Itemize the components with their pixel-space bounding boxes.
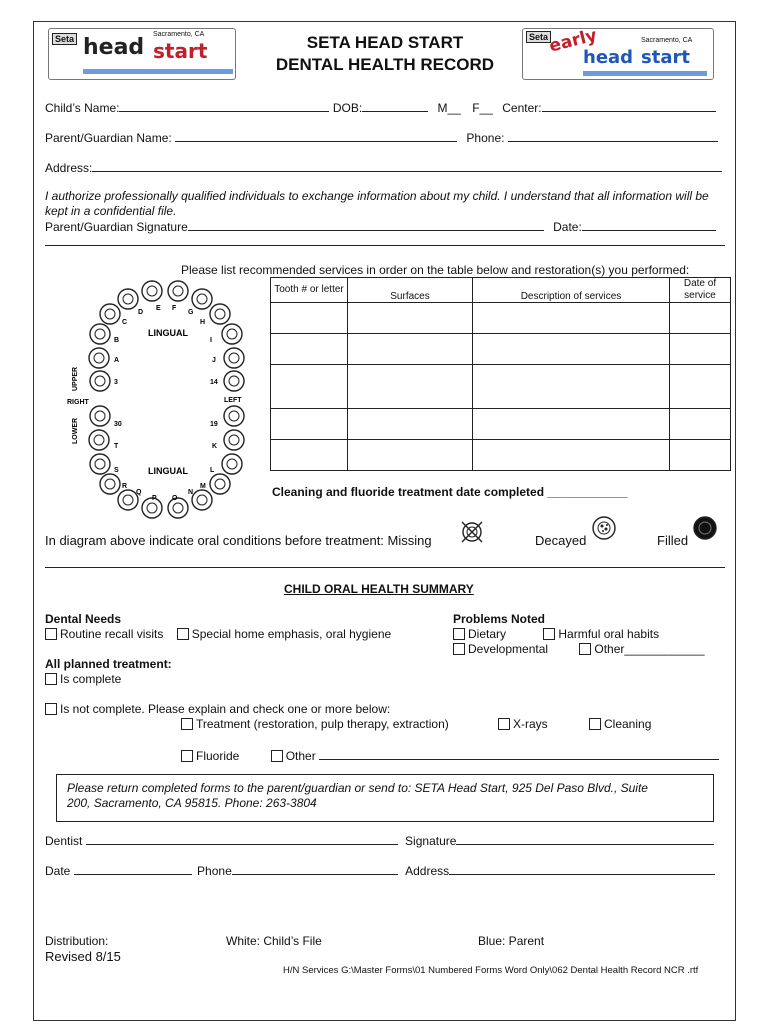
tooth-label: B <box>114 337 120 344</box>
center-label: Center: <box>502 101 542 115</box>
tooth[interactable] <box>224 406 244 426</box>
problems-noted-heading: Problems Noted <box>453 612 546 626</box>
tooth[interactable] <box>222 454 242 474</box>
tooth-inner <box>95 459 105 469</box>
routine-checkbox[interactable] <box>45 628 57 640</box>
return-line-1: Please return completed forms to the parent/guardian or send to: SETA Head Start, 925 Del Paso Blvd., Suite <box>67 781 648 795</box>
footer-date-label: Date <box>45 864 71 878</box>
signature-row <box>45 218 716 234</box>
white-copy-label: White: Child’s File <box>226 934 322 948</box>
left-label: LEFT <box>224 397 242 404</box>
tooth[interactable] <box>89 430 109 450</box>
distribution-label: Distribution: <box>45 934 109 948</box>
tooth[interactable] <box>222 324 242 344</box>
tooth-inner <box>95 411 105 421</box>
filled-label: Filled <box>657 533 689 548</box>
footer-address-field[interactable] <box>449 862 715 875</box>
special-checkbox[interactable] <box>177 628 189 640</box>
services-instruction: Please list recommended services in order on the table below and restoration(s) you performed: <box>181 263 690 277</box>
cleaning-checkbox[interactable] <box>589 718 601 730</box>
dentist-signature-label: Signature <box>405 834 457 848</box>
center-field[interactable] <box>542 99 716 112</box>
tooth-inner <box>197 495 207 505</box>
tooth-label: F <box>172 305 177 312</box>
not-complete-checkbox[interactable] <box>45 703 57 715</box>
logo-word-early: early <box>547 25 599 57</box>
child-name-label: Child’s Name: <box>45 101 120 115</box>
complete-label: Is complete <box>60 672 122 686</box>
tooth-inner <box>105 479 115 489</box>
return-line-2: 200, Sacramento, CA 95815. Phone: 263-3804 <box>67 796 317 810</box>
treatment-options-row <box>181 717 449 731</box>
tooth-inner <box>95 376 105 386</box>
tooth-label: M <box>200 483 206 490</box>
tooth-inner <box>123 294 133 304</box>
footer-phone-field[interactable] <box>232 862 398 875</box>
seta-badge: Seta <box>52 33 77 45</box>
file-path: H/N Services G:\Master Forms\01 Numbered Forms Word Only\062 Dental Health Record NCR .rtf <box>283 965 699 976</box>
upper-label: UPPER <box>72 366 79 391</box>
lingual-bottom-label: LINGUAL <box>148 466 188 476</box>
decayed-label: Decayed <box>535 533 587 548</box>
footer-date-field[interactable] <box>74 862 192 875</box>
address-field[interactable] <box>92 159 722 172</box>
tooth-inner <box>229 376 239 386</box>
fluoride-label: Fluoride <box>196 749 240 763</box>
phone-field[interactable] <box>508 129 718 142</box>
tooth[interactable] <box>224 371 244 391</box>
tooth[interactable] <box>90 406 110 426</box>
dental-needs-options <box>45 627 391 641</box>
tooth[interactable] <box>100 304 120 324</box>
tooth-label: 30 <box>114 421 122 428</box>
tooth[interactable] <box>210 474 230 494</box>
dentist-signature-field[interactable] <box>456 832 714 845</box>
tooth-inner <box>229 411 239 421</box>
is-complete-row <box>45 672 121 686</box>
table-row[interactable] <box>271 365 731 409</box>
address-label: Address: <box>45 161 93 175</box>
revised-date: Revised 8/15 <box>45 949 121 964</box>
logo-word-start: start <box>153 39 208 63</box>
treatment-checkbox[interactable] <box>181 718 193 730</box>
teeth-diagram <box>62 276 262 531</box>
parent-name-field[interactable] <box>175 129 457 142</box>
treatment-label: Treatment (restoration, pulp therapy, extraction) <box>196 717 449 731</box>
tooth-label: I <box>210 337 212 344</box>
divider <box>45 567 725 568</box>
col-description: Description of services <box>473 278 670 303</box>
not-complete-label: Is not complete. Please explain and check one or more below: <box>60 702 391 716</box>
routine-label: Routine recall visits <box>60 627 164 641</box>
filled-tooth-icon <box>692 515 718 541</box>
cleaning-fluoride-label[interactable]: Cleaning and fluoride treatment date completed ____________ <box>272 485 628 499</box>
harmful-label: Harmful oral habits <box>558 627 660 641</box>
early-head-start-logo <box>522 25 714 80</box>
signature-date-label: Date: <box>553 220 582 234</box>
tooth-inner <box>147 286 157 296</box>
page-title <box>260 32 510 76</box>
tooth-inner <box>229 435 239 445</box>
right-label: RIGHT <box>67 399 89 406</box>
not-complete-row <box>45 702 390 716</box>
problems-row-2 <box>453 642 705 656</box>
other-checkbox[interactable] <box>271 750 283 762</box>
tooth-label: O <box>172 495 178 502</box>
tooth-label: A <box>114 357 120 364</box>
tooth[interactable] <box>90 324 110 344</box>
head-start-logo-left <box>48 28 236 80</box>
conditions-row <box>45 533 432 548</box>
lingual-top-label: LINGUAL <box>148 328 188 338</box>
tooth-label: 19 <box>210 421 218 428</box>
missing-tooth-icon <box>460 520 484 544</box>
decayed-tooth-icon <box>591 515 617 541</box>
tooth-inner <box>227 329 237 339</box>
tooth-inner <box>95 329 105 339</box>
tooth-inner <box>215 309 225 319</box>
tooth-label: K <box>212 443 218 450</box>
conditions-text: In diagram above indicate oral conditions before treatment: <box>45 533 384 548</box>
table-row[interactable] <box>271 409 731 440</box>
tooth-label: C <box>122 319 128 326</box>
tooth-label: L <box>210 467 215 474</box>
dentist-row <box>45 832 714 848</box>
blue-copy-label: Blue: Parent <box>478 934 545 948</box>
tooth[interactable] <box>118 289 138 309</box>
title-line-2: DENTAL HEALTH RECORD <box>275 55 495 74</box>
tooth[interactable] <box>168 498 188 518</box>
logo-word-start: start <box>641 47 690 68</box>
tooth[interactable] <box>192 490 212 510</box>
logo-word-head: head <box>583 47 634 68</box>
tooth[interactable] <box>90 454 110 474</box>
tooth-label: H <box>200 319 206 326</box>
table-row[interactable] <box>271 334 731 365</box>
dietary-label: Dietary <box>468 627 507 641</box>
tooth-label: J <box>212 357 216 364</box>
cleaning-label: Cleaning <box>604 717 652 731</box>
return-instructions <box>56 774 714 822</box>
tooth[interactable] <box>224 430 244 450</box>
tooth-inner <box>173 503 183 513</box>
teeth-group <box>89 281 244 518</box>
guardian-signature-label: Parent/Guardian Signature <box>45 220 188 234</box>
tooth-label: S <box>114 467 119 474</box>
footer-address-label: Address <box>405 864 450 878</box>
date-phone-address-row <box>45 862 715 878</box>
tooth-label: Q <box>136 489 142 496</box>
seta-badge: Seta <box>526 31 551 43</box>
other-label: Other <box>285 749 316 763</box>
authorization-text: I authorize professionally qualified individuals to exchange information about my child. I understand that all information will be kept in a confidential file. <box>45 189 709 218</box>
developmental-checkbox[interactable] <box>453 643 465 655</box>
footer-phone-label: Phone <box>197 864 232 878</box>
tooth-label: P <box>152 495 157 502</box>
tooth-inner <box>173 286 183 296</box>
xrays-option <box>498 717 548 731</box>
tooth[interactable] <box>168 281 188 301</box>
harmful-checkbox[interactable] <box>543 628 555 640</box>
tooth-label: G <box>188 309 194 316</box>
other-problem-label: Other____________ <box>594 642 705 656</box>
parent-info-row <box>45 129 718 145</box>
tooth-inner <box>123 495 133 505</box>
tooth-inner <box>229 353 239 363</box>
developmental-label: Developmental <box>468 642 549 656</box>
logo-location: Sacramento, CA <box>641 37 693 44</box>
tooth[interactable] <box>100 474 120 494</box>
other-problem-checkbox[interactable] <box>579 643 591 655</box>
complete-checkbox[interactable] <box>45 673 57 685</box>
xrays-checkbox[interactable] <box>498 718 510 730</box>
tooth-label: R <box>122 483 128 490</box>
services-table <box>270 277 731 471</box>
tooth-inner <box>215 479 225 489</box>
tooth-label: 14 <box>210 379 218 386</box>
col-tooth: Tooth # or letter <box>271 278 348 303</box>
tooth-inner <box>197 294 207 304</box>
tooth-inner <box>105 309 115 319</box>
tooth-inner <box>94 353 104 363</box>
missing-label: Missing <box>387 533 432 548</box>
title-line-1: SETA HEAD START <box>306 33 464 52</box>
cleaning-option <box>589 717 651 731</box>
dental-needs-heading: Dental Needs <box>45 612 122 626</box>
tooth[interactable] <box>142 281 162 301</box>
address-row <box>45 159 722 175</box>
tooth-inner <box>94 435 104 445</box>
dob-field[interactable] <box>362 99 428 112</box>
all-planned-heading: All planned treatment: <box>45 657 172 671</box>
fluoride-other-row <box>181 747 719 763</box>
female-option[interactable]: F__ <box>472 101 493 115</box>
tooth-label: N <box>188 489 194 496</box>
parent-name-label: Parent/Guardian Name: <box>45 131 172 145</box>
dentist-field[interactable] <box>86 832 398 845</box>
table-header-row <box>271 278 731 303</box>
tooth-label: E <box>156 305 161 312</box>
fluoride-checkbox[interactable] <box>181 750 193 762</box>
dob-label: DOB: <box>332 101 363 115</box>
tooth-label: T <box>114 443 119 450</box>
child-info-row <box>45 99 716 115</box>
logo-location: Sacramento, CA <box>153 31 205 38</box>
dentist-label: Dentist <box>45 834 83 848</box>
male-option[interactable]: M__ <box>437 101 461 115</box>
other-field[interactable] <box>319 747 719 760</box>
tooth-inner <box>227 459 237 469</box>
tooth[interactable] <box>224 348 244 368</box>
signature-date-field[interactable] <box>582 218 716 231</box>
tooth[interactable] <box>90 371 110 391</box>
logo-color-strip <box>83 69 233 74</box>
phone-label: Phone: <box>466 131 505 145</box>
special-label: Special home emphasis, oral hygiene <box>191 627 392 641</box>
tooth-label: D <box>138 309 144 316</box>
xrays-label: X-rays <box>513 717 548 731</box>
guardian-signature-field[interactable] <box>188 218 544 231</box>
tooth-label: 3 <box>114 379 118 386</box>
child-name-field[interactable] <box>119 99 329 112</box>
problems-row-1 <box>453 627 659 641</box>
tooth[interactable] <box>210 304 230 324</box>
table-row[interactable] <box>271 303 731 334</box>
logo-word-head: head <box>83 35 145 60</box>
summary-title: CHILD ORAL HEALTH SUMMARY <box>284 582 474 596</box>
table-row[interactable] <box>271 440 731 471</box>
dietary-checkbox[interactable] <box>453 628 465 640</box>
logo-color-strip <box>583 71 707 76</box>
tooth[interactable] <box>118 490 138 510</box>
tooth[interactable] <box>89 348 109 368</box>
tooth[interactable] <box>192 289 212 309</box>
col-date: Date of service <box>670 278 731 303</box>
tooth-inner <box>147 503 157 513</box>
lower-label: LOWER <box>72 417 79 444</box>
divider <box>45 245 725 246</box>
col-surfaces: Surfaces <box>348 278 473 303</box>
